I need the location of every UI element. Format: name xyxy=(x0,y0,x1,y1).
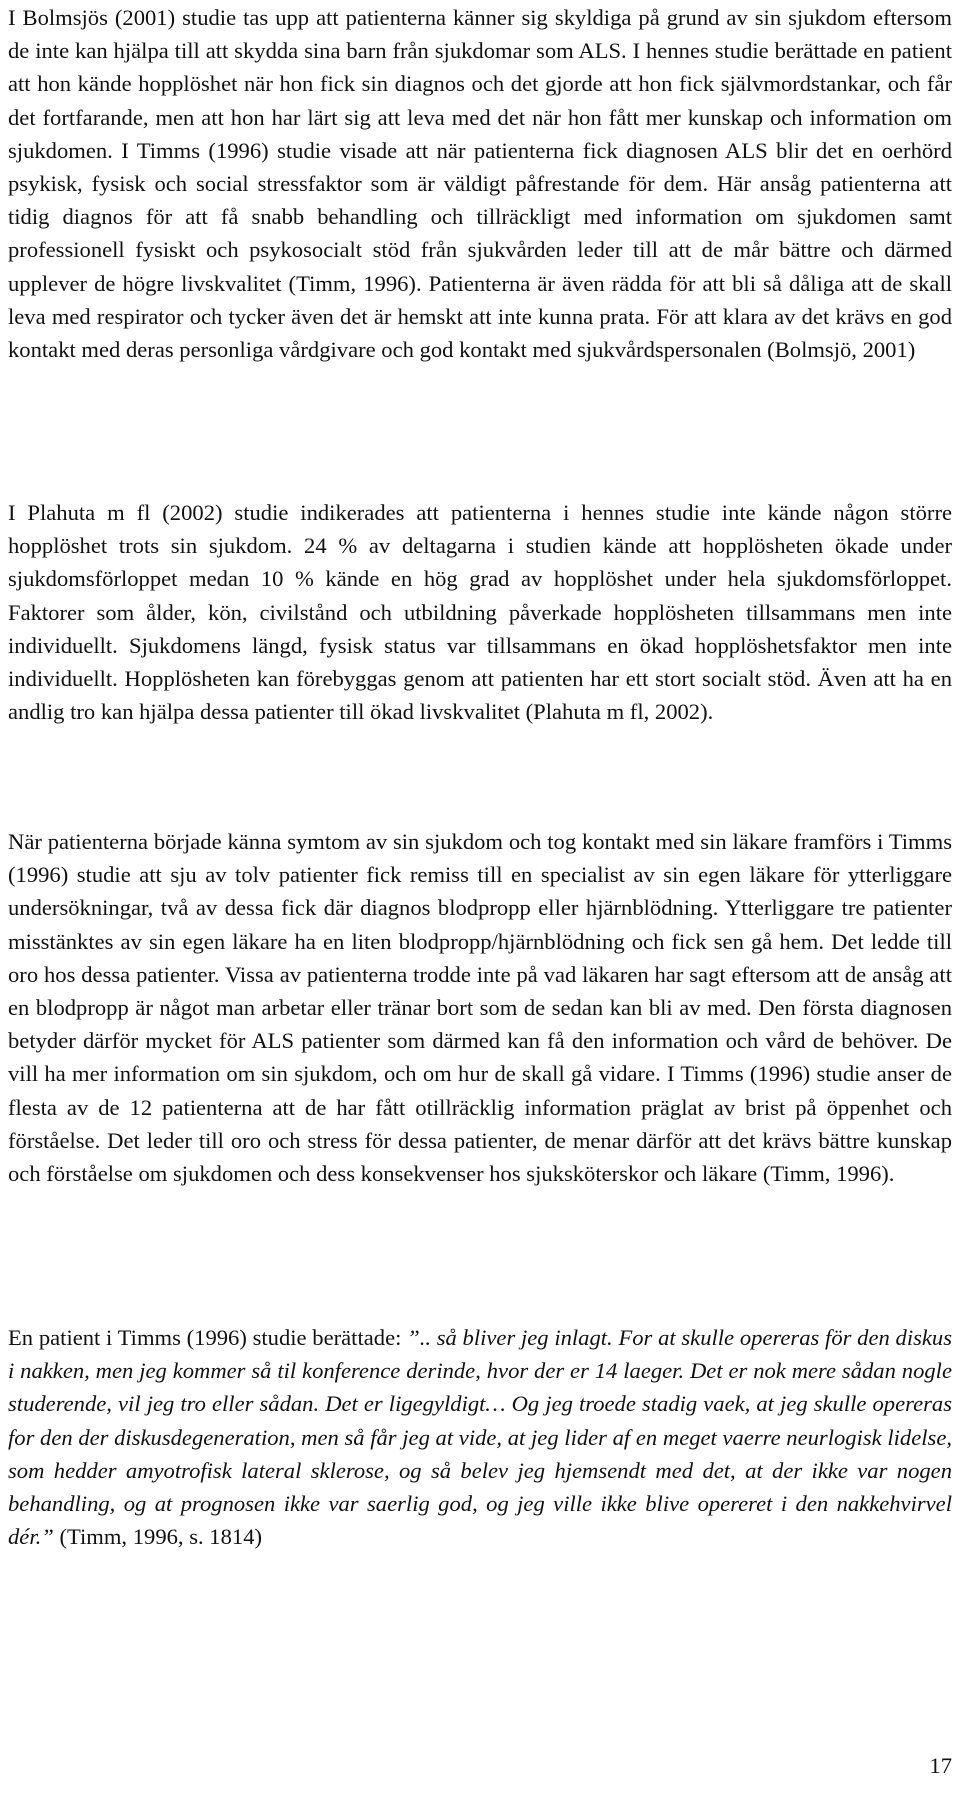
paragraph-bolmsjo: I Bolmsjös (2001) studie tas upp att patienterna känner sig skyldiga på grund av sin sjukdom eftersom de inte kan hjälpa till att skydda sina barn från sjukdomar som ALS. I hennes studie berättade en patient att hon kände hopplöshet när hon fick sin diagnos och det gjorde att hon fick självmordstankar, och får det fortfarande, men att hon har lärt sig att leva med det när hon fått mer kunskap och information om sjukdomen. I Timms (1996) studie visade att när patienterna fick diagnosen ALS blir det en oerhörd psykisk, fysisk och social stressfaktor som är väldigt påfrestande för dem. Här ansåg patienterna att tidig diagnos för att få snabb behandling och tillräckligt med information om sjukdomen samt professionell fysiskt och psykosocialt stöd från sjukvården leder till att de mår bättre och därmed upplever de högre livskvalitet (Timm, 1996). Patienterna är även rädda för att bli så dåliga att de skall leva med respirator och tycker även det är hemskt att inte kunna prata. För att klara av det krävs en god kontakt med deras personliga vårdgivare och god kontakt med sjukvårdspersonalen (Bolmsjö, 2001) xyxy=(8,5,952,363)
quote-citation: (Timm, 1996, s. 1814) xyxy=(53,1524,263,1550)
quote-intro: En patient i Timms (1996) studie berättade: xyxy=(8,1325,408,1350)
paragraph-plahuta: I Plahuta m fl (2002) studie indikerades att patienterna i hennes studie inte kände någon större hopplöshet trots sin sjukdom. 24 % av deltagarna i studien kände att hopplösheten ökade under sjukdomsförloppet medan 10 % kände en hög grad av hopplöshet under hela sjukdomsförloppet. Faktorer som ålder, kön, civilstånd och utbildning påverkade hopplösheten tillsammans men inte individuellt. Sjukdomens längd, fysisk status var tillsammans en ökad hopplöshetsfaktor men inte individuellt. Hopplösheten kan förebyggas genom att patienten har ett stort socialt stöd. Även att ha en andlig tro kan hjälpa dessa patienter till ökad livskvalitet (Plahuta m fl, 2002). xyxy=(8,500,952,725)
paragraph-symptoms: När patienterna började känna symtom av sin sjukdom och tog kontakt med sin läkare framförs i Timms (1996) studie att sju av tolv patienter fick remiss till en specialist av sin egen läkare för ytterliggare undersökningar, två av dessa fick där diagnos blodpropp eller hjärnblödning. Ytterliggare tre patienter misstänktes av sin egen läkare ha en liten blodpropp/hjärnblödning och fick sen gå hem. Det ledde till oro hos dessa patienter. Vissa av patienterna trodde inte på vad läkaren har sagt eftersom att de ansåg att en blodpropp är något man arbetar eller tränar bort som de sedan kan bli av med. Den första diagnosen betyder därför mycket för ALS patienter som därmed kan få den information och vård de behöver. De vill ha mer information om sin sjukdom, och om hur de skall gå vidare. I Timms (1996) studie anser de flesta av de 12 patienterna att de har fått otillräcklig information präglat av brist på öppenhet och förståelse. Det leder till oro och stress för dessa patienter, de menar därför att det krävs bättre kunskap och förståelse om sjukdomen och dess konsekvenser hos sjuksköterskor och läkare (Timm, 1996). xyxy=(8,829,952,1187)
paragraph-patient-quote xyxy=(8,1321,952,1553)
quote-text: ”.. så bliver jeg inlagt. For at skulle opereras för den diskus i nakken, men jeg kommer så til konference derinde, hvor der er 14 laeger. Det er nok mere sådan nogle studerende, vil jeg tro eller sådan. Det er ligegyldigt… Og jeg troede stadig vaek, at jeg skulle opereras for den der diskusdegeneration, men så får jeg at vide, at jeg lider af en meget vaerre neurlogisk lidelse, som hedder amyotrofisk lateral sklerose, og så belev jeg hjemsendt med det, at der ikke var nogen behandling, og at prognosen ikke var saerlig god, og jeg ville ikke blive opereret i den nakkehvirvel dér.” xyxy=(8,1325,953,1550)
page-number: 17 xyxy=(929,1753,952,1778)
